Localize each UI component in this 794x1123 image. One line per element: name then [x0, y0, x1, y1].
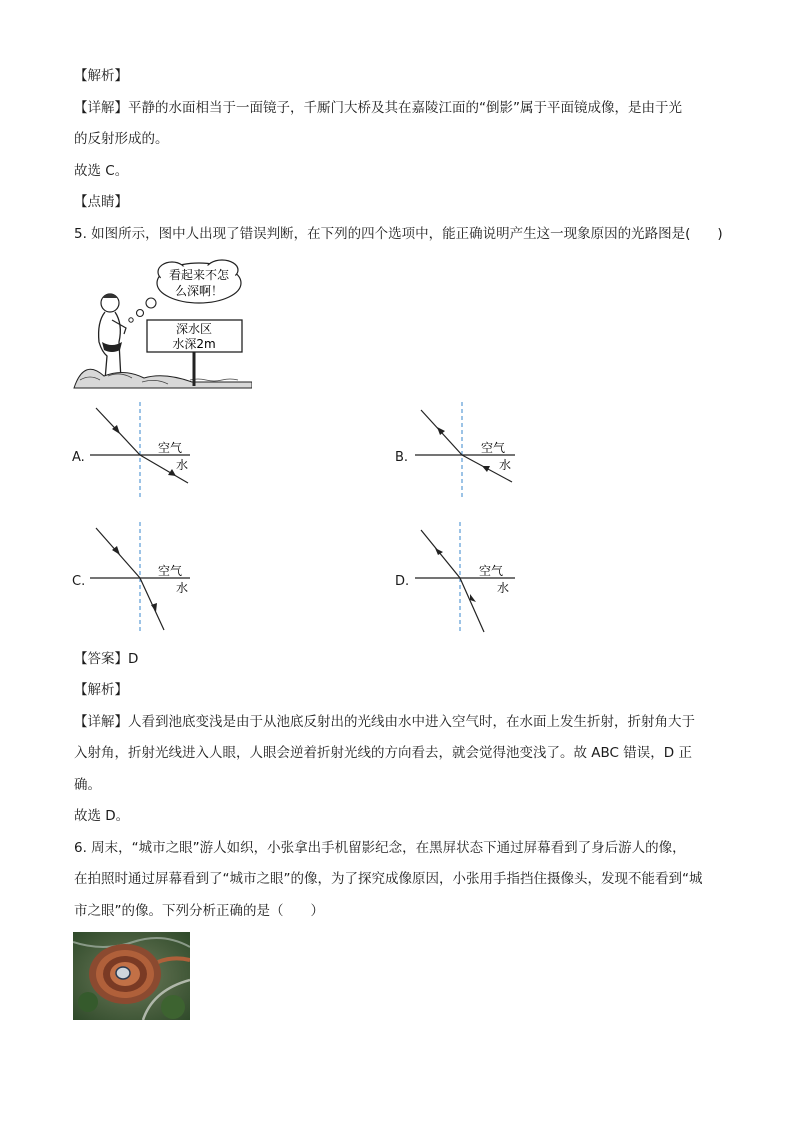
option-c-label: C.	[72, 574, 86, 589]
air-label: 空气	[481, 441, 506, 455]
detail-text-line: 【详解】人看到池底变浅是由于从池底反射出的光线由水中进入空气时，在水面上发生折射，折射角大于	[74, 714, 695, 730]
water-label: 水	[176, 581, 189, 595]
water-label: 水	[497, 581, 510, 595]
section-heading-comment: 【点睛】	[74, 194, 128, 210]
question-6-text: 市之眼”的像。下列分析正确的是（ ）	[74, 903, 324, 919]
detail-text-line: 的反射形成的。	[74, 131, 169, 147]
option-a-label: A.	[72, 450, 85, 465]
detail-text-line: 入射角，折射光线进入人眼，人眼会逆着折射光线的方向看去，就会觉得池变浅了。故 ABC 错误，D 正	[74, 745, 692, 761]
option-d-diagram	[415, 522, 525, 634]
cartoon-illustration	[72, 258, 252, 390]
thought-text-2: 么深啊！	[174, 284, 224, 298]
air-label: 空气	[158, 441, 183, 455]
choice-text: 故选 C。	[74, 163, 129, 179]
section-heading-analysis: 【解析】	[74, 682, 128, 698]
thought-text-1: 看起来不怎	[168, 268, 230, 282]
detail-text-line: 确。	[74, 777, 101, 793]
water-label: 水	[499, 458, 512, 472]
section-heading-analysis: 【解析】	[74, 68, 128, 84]
water-label: 水	[176, 458, 189, 472]
sign-text-2: 水深2m	[172, 337, 216, 351]
question-5-text: 5. 如图所示，图中人出现了错误判断，在下列的四个选项中，能正确说明产生这一现象原因的光路图是( )	[74, 226, 723, 242]
question-6-text: 6. 周末，“城市之眼”游人如织，小张拿出手机留影纪念，在黑屏状态下通过屏幕看到了身后游人的像，	[74, 840, 686, 856]
city-eye-photo	[73, 932, 190, 1020]
option-b-diagram	[415, 402, 525, 498]
air-label: 空气	[158, 564, 183, 578]
sign-text-1: 深水区	[175, 322, 213, 336]
option-b-label: B.	[395, 450, 409, 465]
detail-text-line: 【详解】平静的水面相当于一面镜子，千厮门大桥及其在嘉陵江面的“倒影”属于平面镜成像，是由于光	[74, 100, 682, 116]
air-label: 空气	[479, 564, 504, 578]
option-d-label: D.	[395, 574, 410, 589]
choice-text: 故选 D。	[74, 808, 130, 824]
option-c-diagram	[90, 522, 200, 634]
answer-text: 【答案】D	[74, 651, 139, 667]
question-6-text: 在拍照时通过屏幕看到了“城市之眼”的像，为了探究成像原因，小张用手指挡住摄像头，发现不能看到“城	[74, 871, 703, 887]
option-a-diagram	[90, 402, 200, 498]
